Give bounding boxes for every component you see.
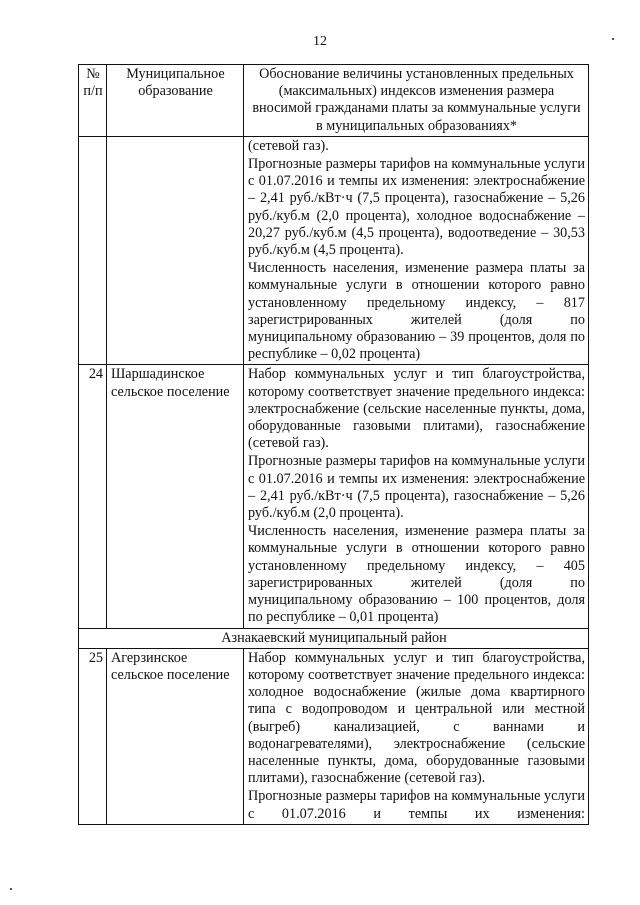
table-row-24 [79, 365, 589, 628]
district-heading-row [79, 628, 589, 648]
paragraph: Численность населения, изменение размера платы за коммунальные услуги в отношении которого равно установленному предельному индексу, – 817 зарегистрированных жителей (доля по муниципальному образованию – 39 процентов, доля по республике – 0,02 процента) [248, 260, 585, 363]
header-municipality: Муниципальное образование [107, 65, 244, 137]
paragraph: Прогнозные размеры тарифов на коммунальные услуги с 01.07.2016 и темпы их изменения: [248, 788, 585, 822]
tariff-table [78, 64, 589, 825]
header-justification: Обоснование величины установленных предельных (максимальных) индексов изменения размера вносимой гражданами платы за коммунальные услуги в муниципальных образованиях* [244, 65, 589, 137]
cell-justification [244, 136, 589, 365]
district-heading: Азнакаевский муниципальный район [79, 628, 589, 648]
paragraph: Прогнозные размеры тарифов на коммунальные услуги с 01.07.2016 и темпы их изменения: электроснабжение – 2,41 руб./кВт·ч (7,5 процента), газоснабжение – 5,26 руб./куб.м (2,0 процента), холодное водоснабжение – 20,27 руб./куб.м (4,5 процента), водоотведение – 30,53 руб./куб.м (4,5 процента). [248, 156, 585, 259]
cell-municipality: Шаршадинское сельское поселение [107, 365, 244, 628]
cell-num: 25 [79, 648, 107, 824]
cell-municipality-empty [107, 136, 244, 365]
table-row-continued [79, 136, 589, 365]
cell-num: 24 [79, 365, 107, 628]
paragraph: Набор коммунальных услуг и тип благоустройства, которому соответствует значение предельного индекса: холодное водоснабжение (жилые дома квартирного типа с водопроводом и центральной или местной (выгреб) канализацией, с ваннами и водонагревателями), электроснабжение (сельские населенные пункты, дома, оборудованные газовыми плитами), газоснабжение (сетевой газ). [248, 649, 585, 787]
paragraph: Набор коммунальных услуг и тип благоустройства, которому соответствует значение предельного индекса: электроснабжение (сельские населенные пункты, дома, оборудованные газовыми плитами), газоснабжение (сетевой газ). [248, 366, 585, 452]
cell-justification [244, 365, 589, 628]
cell-num-empty [79, 136, 107, 365]
scan-speck [10, 888, 12, 890]
table-header-row [79, 65, 589, 137]
table-row-25 [79, 648, 589, 824]
page-number: 12 [313, 34, 327, 49]
paragraph: Численность населения, изменение размера платы за коммунальные услуги в отношении которого равно установленному предельному индексу, – 405 зарегистрированных жителей (доля по муниципальному образованию – 100 процентов, доля по республике – 0,01 процента) [248, 523, 585, 626]
header-num: № п/п [79, 65, 107, 137]
scan-speck [612, 38, 614, 40]
cell-municipality: Агерзинское сельское поселение [107, 648, 244, 824]
cell-justification [244, 648, 589, 824]
paragraph: (сетевой газ). [248, 137, 329, 154]
paragraph: Прогнозные размеры тарифов на коммунальные услуги с 01.07.2016 и темпы их изменения: электроснабжение – 2,41 руб./кВт·ч (7,5 процента), газоснабжение – 5,26 руб./куб.м (2,0 процента). [248, 453, 585, 522]
